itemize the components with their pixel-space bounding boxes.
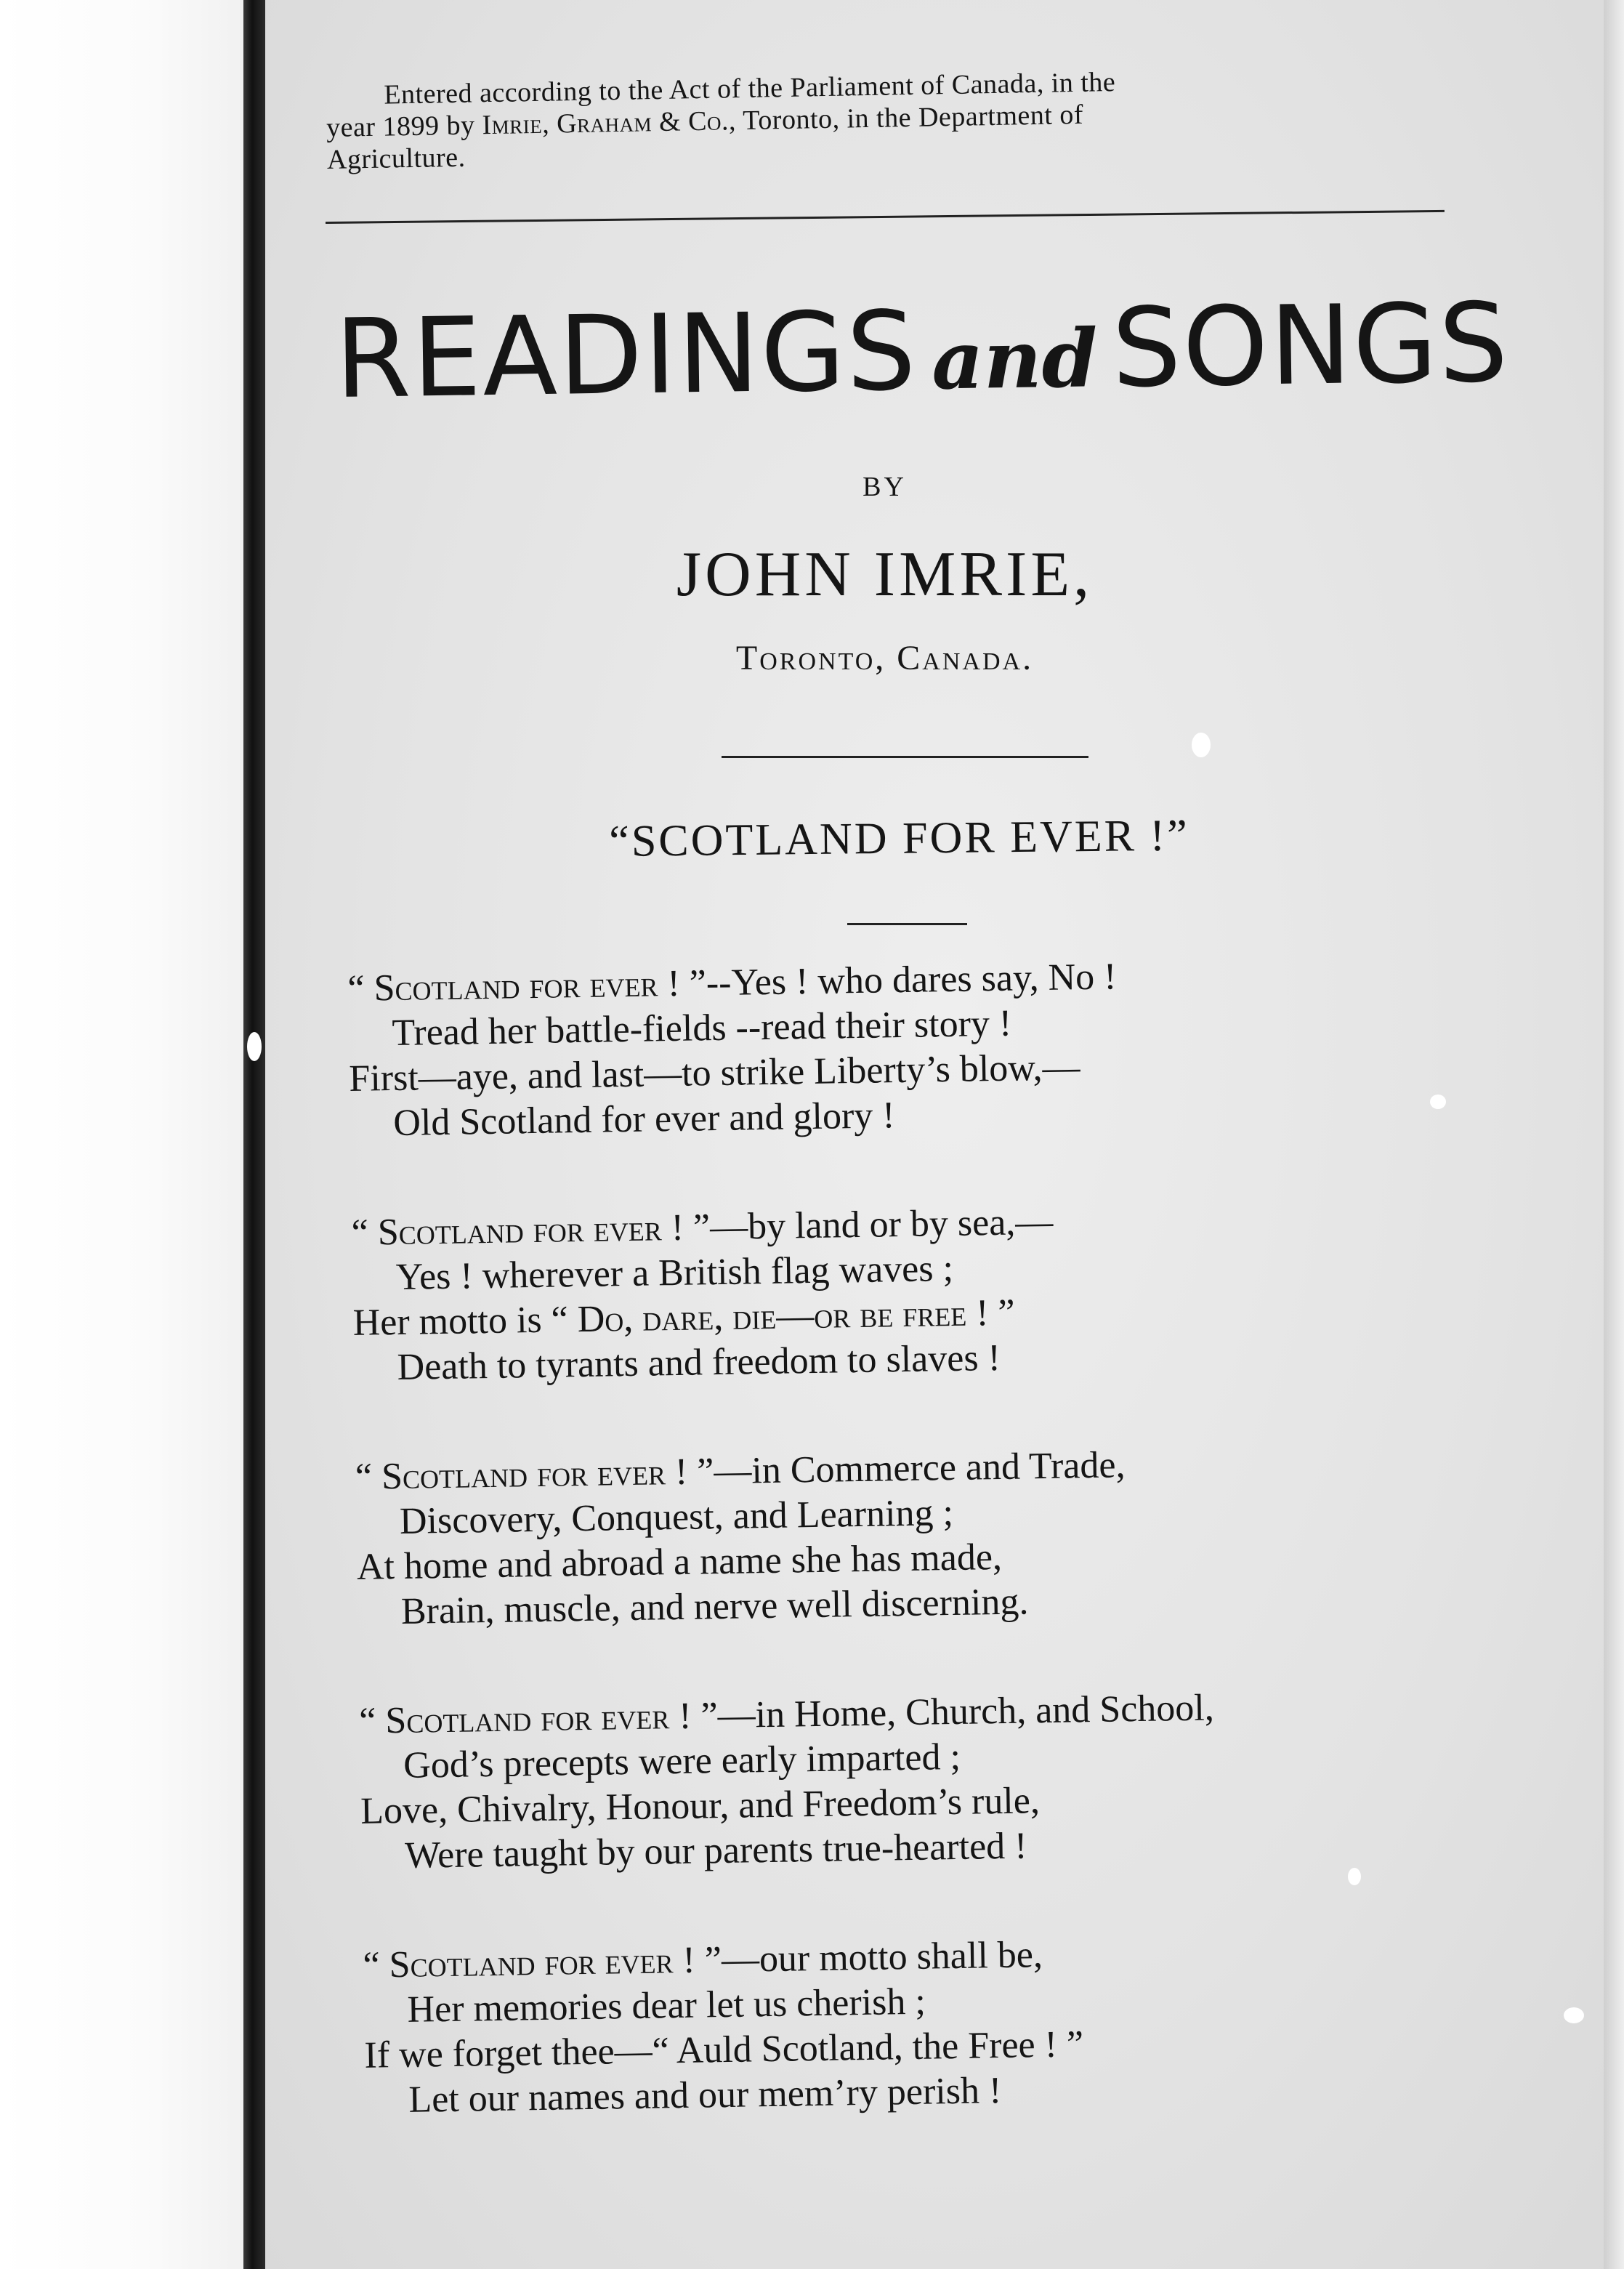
verse-line-rest: —in Home, Church, and School,: [717, 1687, 1215, 1737]
verse-line: Yes ! wherever a British flag waves ;: [395, 1247, 954, 1299]
verse-line-rest: --Yes ! who dares say, No !: [706, 956, 1117, 1004]
paper-speck: [1564, 2007, 1584, 2023]
stanza: [363, 1925, 1499, 2123]
copyright-notice: [326, 60, 1446, 176]
verse-line: First—aye, and last—to strike Liberty’s blow,—: [348, 1047, 1080, 1100]
paper-speck: [1192, 733, 1211, 757]
stanza: [347, 948, 1484, 1146]
stanza: [355, 1437, 1492, 1635]
by-line: BY: [863, 472, 907, 502]
verse-line: Old Scotland for ever and glory !: [392, 1095, 896, 1145]
stanza-lead: “ Scotland for ever ! ”: [347, 962, 707, 1009]
middle-divider-rule: [722, 756, 1088, 758]
verse-line-rest: —in Commerce and Trade,: [713, 1444, 1126, 1493]
verse-line: God’s precepts were early imparted ;: [403, 1736, 961, 1786]
publisher-name: Imrie, Graham & Co.: [482, 105, 730, 141]
copyright-dept-text: , Toronto, in the Department of: [728, 99, 1084, 137]
poem-title: “SCOTLAND FOR EVER !”: [608, 810, 1189, 866]
motto-suffix: ! ”: [966, 1291, 1016, 1334]
book-title: [334, 280, 1511, 431]
stanza-lead: “ Scotland for ever ! ”: [363, 1939, 722, 1986]
author-name: JOHN IMRIE,: [676, 539, 1094, 610]
stanza-lead: “ Scotland for ever ! ”: [351, 1206, 711, 1254]
verse-line: If we forget thee—“ Auld Scotland, the Free ! ”: [364, 2023, 1084, 2076]
verse-line: Were taught by our parents true-hearted !: [404, 1825, 1027, 1877]
title-word-readings: READINGS: [334, 288, 918, 423]
title-word-songs: SONGS: [1111, 280, 1511, 413]
copyright-line-3: Agriculture.: [326, 142, 466, 175]
title-ampersand: and: [931, 311, 1099, 408]
verse-line-rest: —our motto shall be,: [721, 1934, 1043, 1981]
verse-line: Tread her battle-fields --read their story !: [391, 1002, 1012, 1055]
verse-line: Death to tyrants and freedom to slaves !: [397, 1337, 1001, 1388]
facing-page-edge: [0, 0, 243, 2269]
copyright-year-text: year 1899 by: [326, 110, 482, 143]
stanza-lead: “ Scotland for ever ! ”: [355, 1451, 714, 1498]
verse-line: At home and abroad a name she has made,: [356, 1536, 1003, 1588]
stanza: [351, 1193, 1487, 1390]
page-right-edge: [1604, 0, 1624, 2269]
motto-prefix: Her motto is “: [352, 1299, 578, 1344]
verse-line-rest: —by land or by sea,—: [709, 1201, 1054, 1249]
verse-line: Let our names and our mem’ry perish !: [408, 2070, 1002, 2121]
book-spine: [243, 0, 265, 2269]
stanza: [359, 1681, 1495, 1879]
paper-speck: [247, 1032, 262, 1061]
poem-body: [347, 948, 1500, 2187]
verse-line: Discovery, Conquest, and Learning ;: [399, 1491, 954, 1542]
copyright-line-1: Entered according to the Act of the Parliament of Canada, in the: [384, 67, 1116, 110]
stanza-lead: “ Scotland for ever ! ”: [358, 1695, 719, 1742]
verse-line: Love, Chivalry, Honour, and Freedom’s rule,: [360, 1780, 1041, 1832]
verse-line: Her memories dear let us cherish ;: [407, 1980, 926, 2031]
verse-line: Brain, muscle, and nerve well discerning.: [400, 1581, 1029, 1632]
short-divider-rule: [847, 923, 967, 925]
author-location: Toronto, Canada.: [735, 639, 1034, 677]
motto-text: Do, dare, die—or be free: [577, 1292, 967, 1341]
